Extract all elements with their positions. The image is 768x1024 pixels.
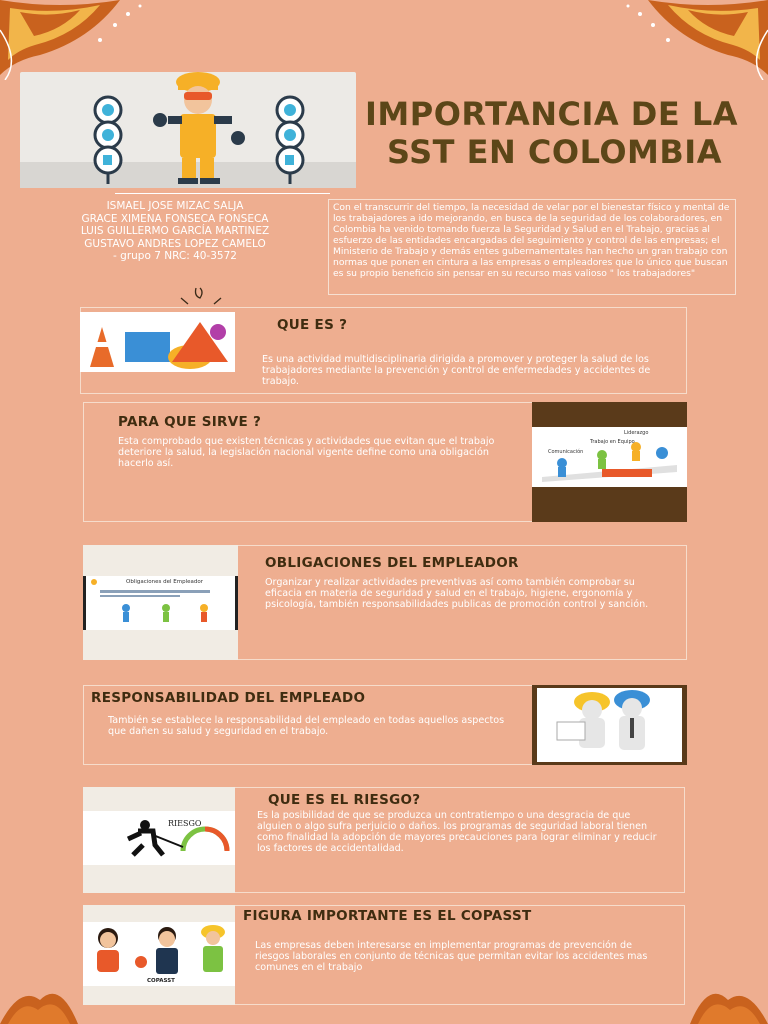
riesgo-label: RIESGO	[168, 819, 202, 828]
text-riesgo: Es la posibilidad de que se produzca un contratiempo o una desgracia de que alguien o algo sufra perjuicio o daños. los programas de seguridad laboral tienen como finalidad la adopción de mayores precauciones para lograr eliminar y reducir los factores de accidentalidad.	[257, 810, 657, 854]
bottom-left-ornament	[0, 980, 80, 1024]
heading-para-que-sirve: PARA QUE SIRVE ?	[118, 414, 262, 430]
authors-block	[30, 200, 320, 263]
top-left-ornament	[0, 0, 150, 80]
intro-paragraph: Con el transcurrir del tiempo, la necesidad de velar por el bienestar físico y mental de los trabajadores a ido mejorando, en busca de la seguridad de los colaboradores, en Colombia ha venido tomando fuerza la Seguridad y Salud en el Trabajo, gracias al esfuerzo de las entidades encargadas del seguimiento y control de las empresas; el Ministerio de Trabajo y demás entes gubernamentales han hecho un gran trabajo con normas que ponen en cintura a las empresas o empleadores que lo único que buscan es su propio beneficio sin pensar en su recurso mas valioso " los trabajadores"	[328, 199, 736, 295]
text-responsabilidad: También se establece la responsabilidad del empleado en todas aquellos aspectos que dañen su salud y seguridad en el trabajo.	[108, 715, 505, 737]
heading-responsabilidad: RESPONSABILIDAD DEL EMPLEADO	[91, 690, 366, 706]
image-label-liderazgo: Liderazgo	[624, 430, 649, 436]
author-name: GUSTAVO ANDRES LOPEZ CAMELO	[84, 237, 266, 250]
text-para-que-sirve: Esta comprobado que existen técnicas y actividades que evitan que el trabajo deteriore la salud, la legislación nacional vigente define como una obligación hacerlo así.	[118, 436, 495, 469]
bottom-right-ornament	[688, 980, 768, 1024]
image-title: Obligaciones del Empleador	[126, 579, 204, 585]
divider	[115, 193, 330, 194]
safety-equipment-image	[80, 312, 235, 372]
riesgo-image	[83, 811, 235, 865]
author-name: GRACE XIMENA FONSECA FONSECA	[81, 212, 269, 225]
author-name: ISMAEL JOSE MIZAC SALJA	[106, 200, 244, 212]
heading-riesgo: QUE ES EL RIESGO?	[268, 792, 421, 808]
employee-image	[537, 688, 682, 762]
idea-doodle-icon	[176, 286, 226, 308]
hero-safety-worker-image	[20, 72, 356, 188]
image-label-comunicacion: Comunicación	[548, 449, 584, 455]
obligaciones-image	[83, 576, 238, 630]
copasst-label: COPASST	[147, 978, 175, 984]
heading-copasst: FIGURA IMPORTANTE ES EL COPASST	[243, 908, 532, 924]
copasst-image	[83, 922, 235, 986]
text-obligaciones: Organizar y realizar actividades preventivas así como también comprobar su eficacia en materia de seguridad y salud en el trabajo, higiene, ergonomía y psicología, también responsabilidades publicas de promoción control y sanción.	[265, 577, 649, 610]
top-right-ornament	[608, 0, 768, 80]
text-copasst: Las empresas deben interesarse en implementar programas de prevención de riesgos laborales en conjunto de técnicas que permitan evitar los accidentes mas comunes en el trabajo	[255, 940, 648, 973]
teamwork-image	[532, 427, 687, 487]
page-title: IMPORTANCIA DE LA SST EN COLOMBIA	[365, 95, 739, 171]
heading-obligaciones: OBLIGACIONES DEL EMPLEADOR	[265, 555, 519, 571]
heading-que-es: QUE ES ?	[277, 317, 348, 333]
group-info: - grupo 7 NRC: 40-3572	[113, 250, 237, 262]
author-name: LUIS GUILLERMO GARCÍA MARTINEZ	[80, 225, 270, 237]
text-que-es: Es una actividad multidisciplinaria dirigida a promover y proteger la salud de los trabajadores mediante la prevención y control de enfermedades y accidentes de trabajo.	[262, 354, 651, 387]
image-label-trabajo: Trabajo en Equipo	[590, 439, 635, 445]
